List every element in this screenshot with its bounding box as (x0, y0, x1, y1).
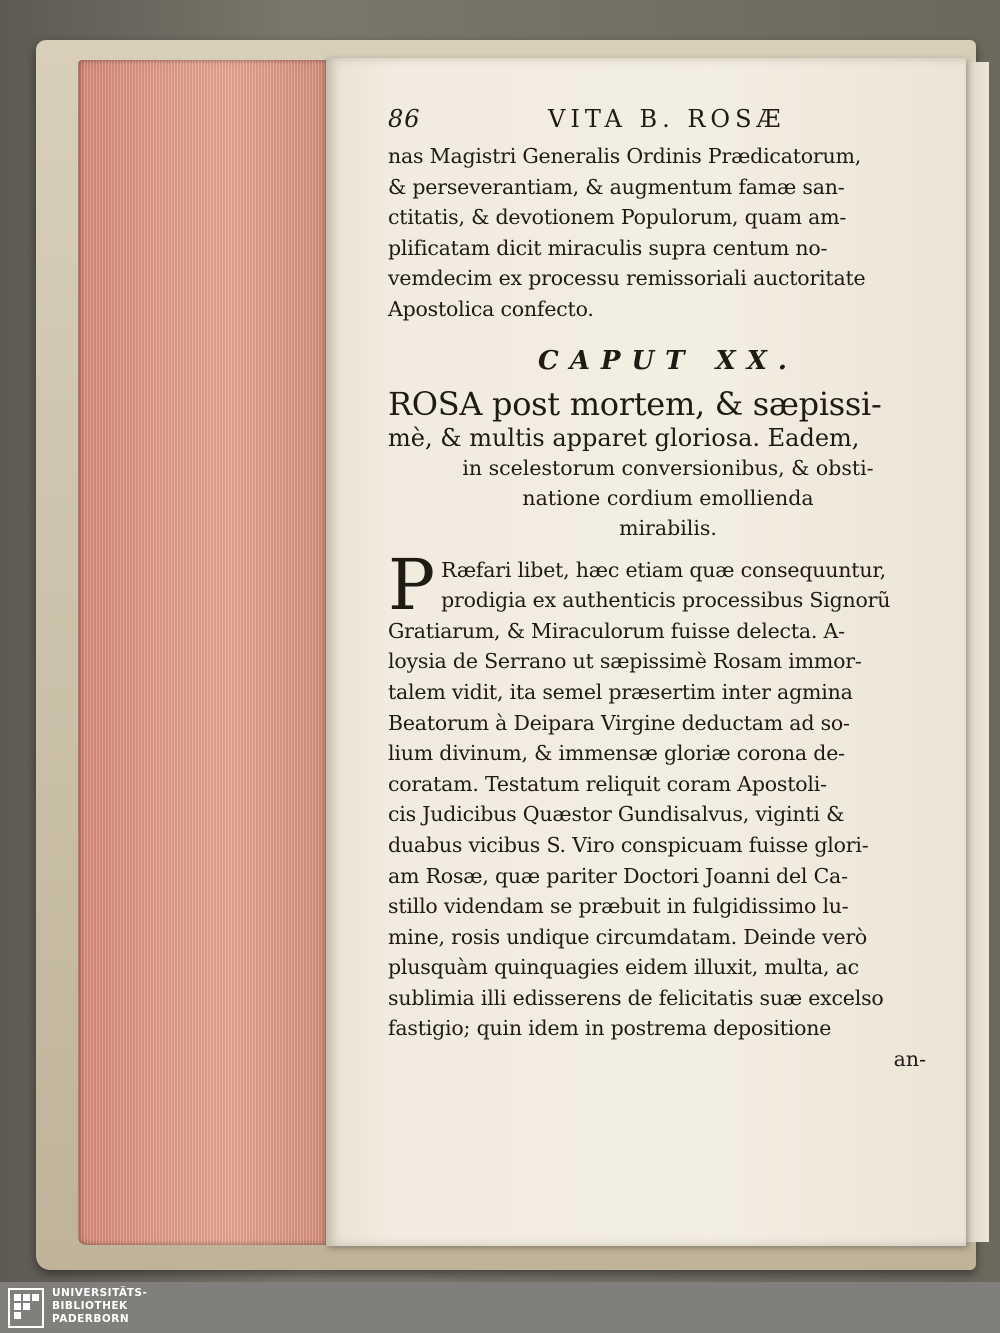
text-line: cis Judicibus Quæstor Gundisalvus, viginti & (388, 802, 845, 827)
library-name-line: UNIVERSITÄTS- (52, 1287, 148, 1299)
text-line: coratam. Testatum reliquit coram Apostoli- (388, 771, 827, 796)
text-line: nas Magistri Generalis Ordinis Prædicatorum, (388, 144, 862, 168)
catchword: an- (893, 1047, 926, 1072)
red-page-edges (78, 60, 328, 1245)
text-line: Gratiarum, & Miraculorum fuisse delecta. A- (388, 618, 845, 643)
opening-paragraph (388, 141, 948, 325)
drop-cap: P (388, 543, 436, 626)
heading-line: mè, & multis apparet gloriosa. Eadem, (388, 423, 860, 452)
text-line: plusquàm quinquagies eidem illuxit, multa, ac (388, 955, 859, 980)
text-line: prodigia ex authenticis processibus Signorũ (441, 588, 891, 613)
text-line: & perseverantiam, & augmentum famæ san- (388, 174, 845, 199)
heading-line: ROSA post mortem, & sæpissi- (388, 384, 882, 423)
text-line: stillo videndam se præbuit in fulgidissimo lu- (388, 894, 849, 919)
text-line: talem vidit, ita semel præsertim inter agmina (388, 679, 853, 704)
heading-line: mirabilis. (619, 515, 717, 540)
library-name-line: BIBLIOTHEK (52, 1300, 128, 1312)
text-line: lium divinum, & immensæ gloriæ corona de- (388, 741, 845, 766)
text-line: plificatam dicit miraculis supra centum no- (388, 235, 828, 260)
text-line: fastigio; quin idem in postrema depositione (388, 1016, 832, 1041)
page-text (388, 105, 948, 1074)
running-title: VITA B. ROSÆ (548, 105, 786, 133)
text-line: ctitatis, & devotionem Populorum, quam am- (388, 205, 847, 230)
text-line: Ræfari libet, hæc etiam quæ consequuntur, (441, 557, 887, 582)
heading-line: natione cordium emollienda (522, 485, 814, 510)
running-head (388, 105, 948, 139)
library-name (52, 1287, 147, 1326)
text-line: Beatorum à Deipara Virgine deductam ad so- (388, 710, 850, 735)
heading-line: in scelestorum conversionibus, & obsti- (462, 455, 874, 480)
library-logo-icon (8, 1288, 44, 1328)
library-name-line: PADERBORN (52, 1313, 130, 1325)
chapter-title: CAPUT XX. (538, 345, 798, 376)
text-line: vemdecim ex processu remissoriali auctoritate (388, 266, 866, 291)
text-line: duabus vicibus S. Viro conspicuam fuisse glori- (388, 832, 869, 857)
text-line: loysia de Serrano ut sæpissimè Rosam immor- (388, 649, 862, 674)
text-line: mine, rosis undique circumdatam. Deinde verò (388, 924, 868, 949)
chapter-heading (388, 385, 948, 543)
text-line: am Rosæ, quæ pariter Doctori Joanni del Ca- (388, 863, 848, 888)
chapter-body (388, 543, 948, 1075)
page-number: 86 (388, 105, 421, 133)
library-footer (0, 1282, 1000, 1333)
text-line: sublimia illi edisserens de felicitatis suæ excelso (388, 985, 884, 1010)
text-line: Apostolica confecto. (388, 296, 594, 321)
